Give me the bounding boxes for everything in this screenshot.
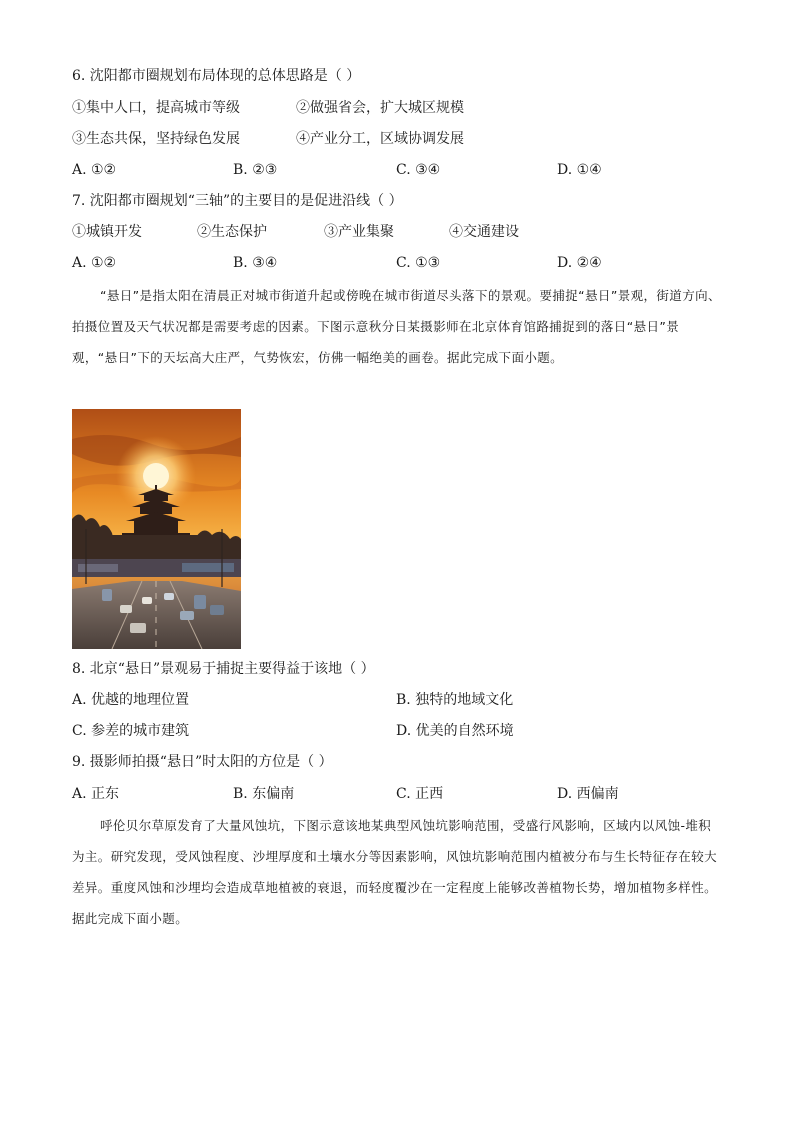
passage-blowout-pits: 呼伦贝尔草原发育了大量风蚀坑，下图示意该地某典型风蚀坑影响范围，受盛行风影响，区域内以风蚀-堆积为主。研究发现，受风蚀程度、沙埋厚度和土壤水分等因素影响，风蚀坑影响范围内植被分布与生长特征存在较大差异。重度风蚀和沙埋均会造成草地植被的衰退，而轻度覆沙在一定程度上能够改善植物长势，增加植物多样性。据此完成下面小题。 [72,818,718,926]
q6-stem: 6. 沈阳都市圈规划布局体现的总体思路是（ ） [72,68,361,84]
q8-option-b[interactable]: B. 独特的地域文化 [396,692,514,708]
q9-option-a[interactable]: A. 正东 [72,786,120,802]
q8-option-d[interactable]: D. 优美的自然环境 [396,723,514,739]
q7-option-a[interactable]: A. ①② [72,255,117,271]
q7-item-1: ①城镇开发 [72,224,142,240]
q7-option-b[interactable]: B. ③④ [233,255,278,271]
hanging-sun-photo [72,409,241,649]
q8-option-c[interactable]: C. 参差的城市建筑 [72,723,190,739]
q7-stem: 7. 沈阳都市圈规划“三轴”的主要目的是促进沿线（ ） [72,193,403,209]
q6-option-b[interactable]: B. ②③ [233,162,278,178]
q6-option-d[interactable]: D. ①④ [557,162,602,178]
q7-option-c[interactable]: C. ①③ [396,255,441,271]
q6-item-1: ①集中人口，提高城市等级 [72,100,240,116]
q7-option-d[interactable]: D. ②④ [557,255,602,271]
q6-option-a[interactable]: A. ①② [72,162,117,178]
q7-item-4: ④交通建设 [449,224,519,240]
q7-item-2: ②生态保护 [197,224,267,240]
q6-item-3: ③生态共保，坚持绿色发展 [72,131,240,147]
passage-hanging-sun: “悬日”是指太阳在清晨正对城市街道升起或傍晚在城市街道尽头落下的景观。要捕捉“悬日”景观，街道方向、拍摄位置及天气状况都是需要考虑的因素。下图示意秋分日某摄影师在北京体育馆路捕捉到的落日“悬日”景观，“悬日”下的天坛高大庄严，气势恢宏，仿佛一幅绝美的画卷。据此完成下面小题。 [72,288,721,365]
q7-item-3: ③产业集聚 [324,224,394,240]
q6-item-4: ④产业分工，区域协调发展 [296,131,464,147]
q9-option-b[interactable]: B. 东偏南 [233,786,295,802]
q9-stem: 9. 摄影师拍摄“悬日”时太阳的方位是（ ） [72,754,333,770]
q9-option-d[interactable]: D. 西偏南 [557,786,619,802]
q6-item-2: ②做强省会，扩大城区规模 [296,100,464,116]
q8-stem: 8. 北京“悬日”景观易于捕捉主要得益于该地（ ） [72,661,375,677]
q9-option-c[interactable]: C. 正西 [396,786,444,802]
q8-option-a[interactable]: A. 优越的地理位置 [72,692,190,708]
q6-option-c[interactable]: C. ③④ [396,162,441,178]
